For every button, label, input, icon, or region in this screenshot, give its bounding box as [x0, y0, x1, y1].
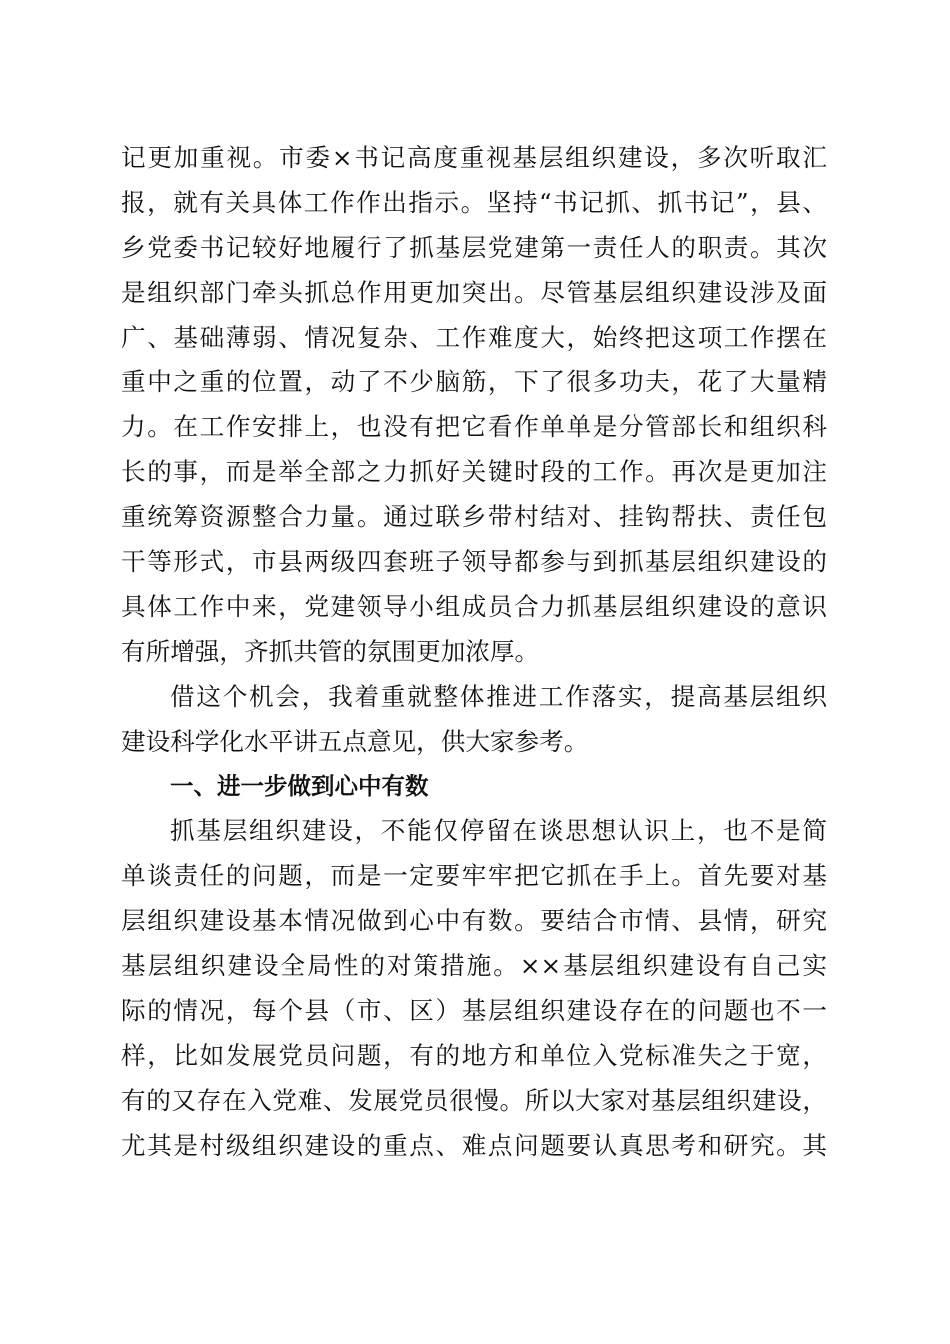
text-line: 重中之重的位置，动了不少脑筋，下了很多功夫，花了大量精: [121, 367, 827, 397]
text-line: 是组织部门牵头抓总作用更加突出。尽管基层组织建设涉及面: [121, 277, 827, 307]
text-line: 际的情况，每个县（市、区）基层组织建设存在的问题也不一: [121, 995, 827, 1025]
paragraph-2: [121, 675, 827, 765]
text-line: 单谈责任的问题，而是一定要牢牢把它抓在手上。首先要对基: [121, 861, 827, 891]
text-line: 有的又存在入党难、发展党员很慢。所以大家对基层组织建设，: [121, 1085, 827, 1115]
text-line: 记更加重视。市委×书记高度重视基层组织建设，多次听取汇: [121, 143, 827, 172]
text-line: 层组织建设基本情况做到心中有数。要结合市情、县情，研究: [121, 906, 827, 936]
text-line: 基层组织建设全局性的对策措施。××基层组织建设有自己实: [121, 951, 827, 981]
text-line: 乡党委书记较好地履行了抓基层党建第一责任人的职责。其次: [121, 232, 827, 262]
text-line: 抓基层组织建设，不能仅停留在谈思想认识上，也不是简: [170, 816, 827, 846]
text-line: 借这个机会，我着重就整体推进工作落实，提高基层组织: [170, 681, 827, 711]
text-line: 干等形式，市县两级四套班子领导都参与到抓基层组织建设的: [121, 547, 827, 577]
text-line: 报，就有关具体工作作出指示。坚持“书记抓、抓书记”，县、: [121, 187, 827, 217]
document-body: [121, 136, 827, 1168]
text-line: 具体工作中来，党建领导小组成员合力抓基层组织建设的意识: [121, 591, 827, 621]
text-line: 广、基础薄弱、情况复杂、工作难度大，始终把这项工作摆在: [121, 322, 827, 352]
paragraph-1: [121, 136, 827, 675]
text-line: 力。在工作安排上，也没有把它看作单单是分管部长和组织科: [121, 412, 827, 442]
text-line: 长的事，而是举全部之力抓好关键时段的工作。再次是更加注: [121, 457, 827, 487]
text-line: 有所增强，齐抓共管的氛围更加浓厚。: [121, 636, 540, 666]
text-line: 重统筹资源整合力量。通过联乡带村结对、挂钩帮扶、责任包: [121, 502, 827, 532]
text-line: 样，比如发展党员问题，有的地方和单位入党标准失之于宽，: [121, 1040, 827, 1070]
text-line: 建设科学化水平讲五点意见，供大家参考。: [121, 726, 589, 756]
text-line: 尤其是村级组织建设的重点、难点问题要认真思考和研究。其: [121, 1130, 827, 1160]
section-heading: 一、进一步做到心中有数: [170, 772, 429, 801]
paragraph-3: [121, 809, 827, 1168]
